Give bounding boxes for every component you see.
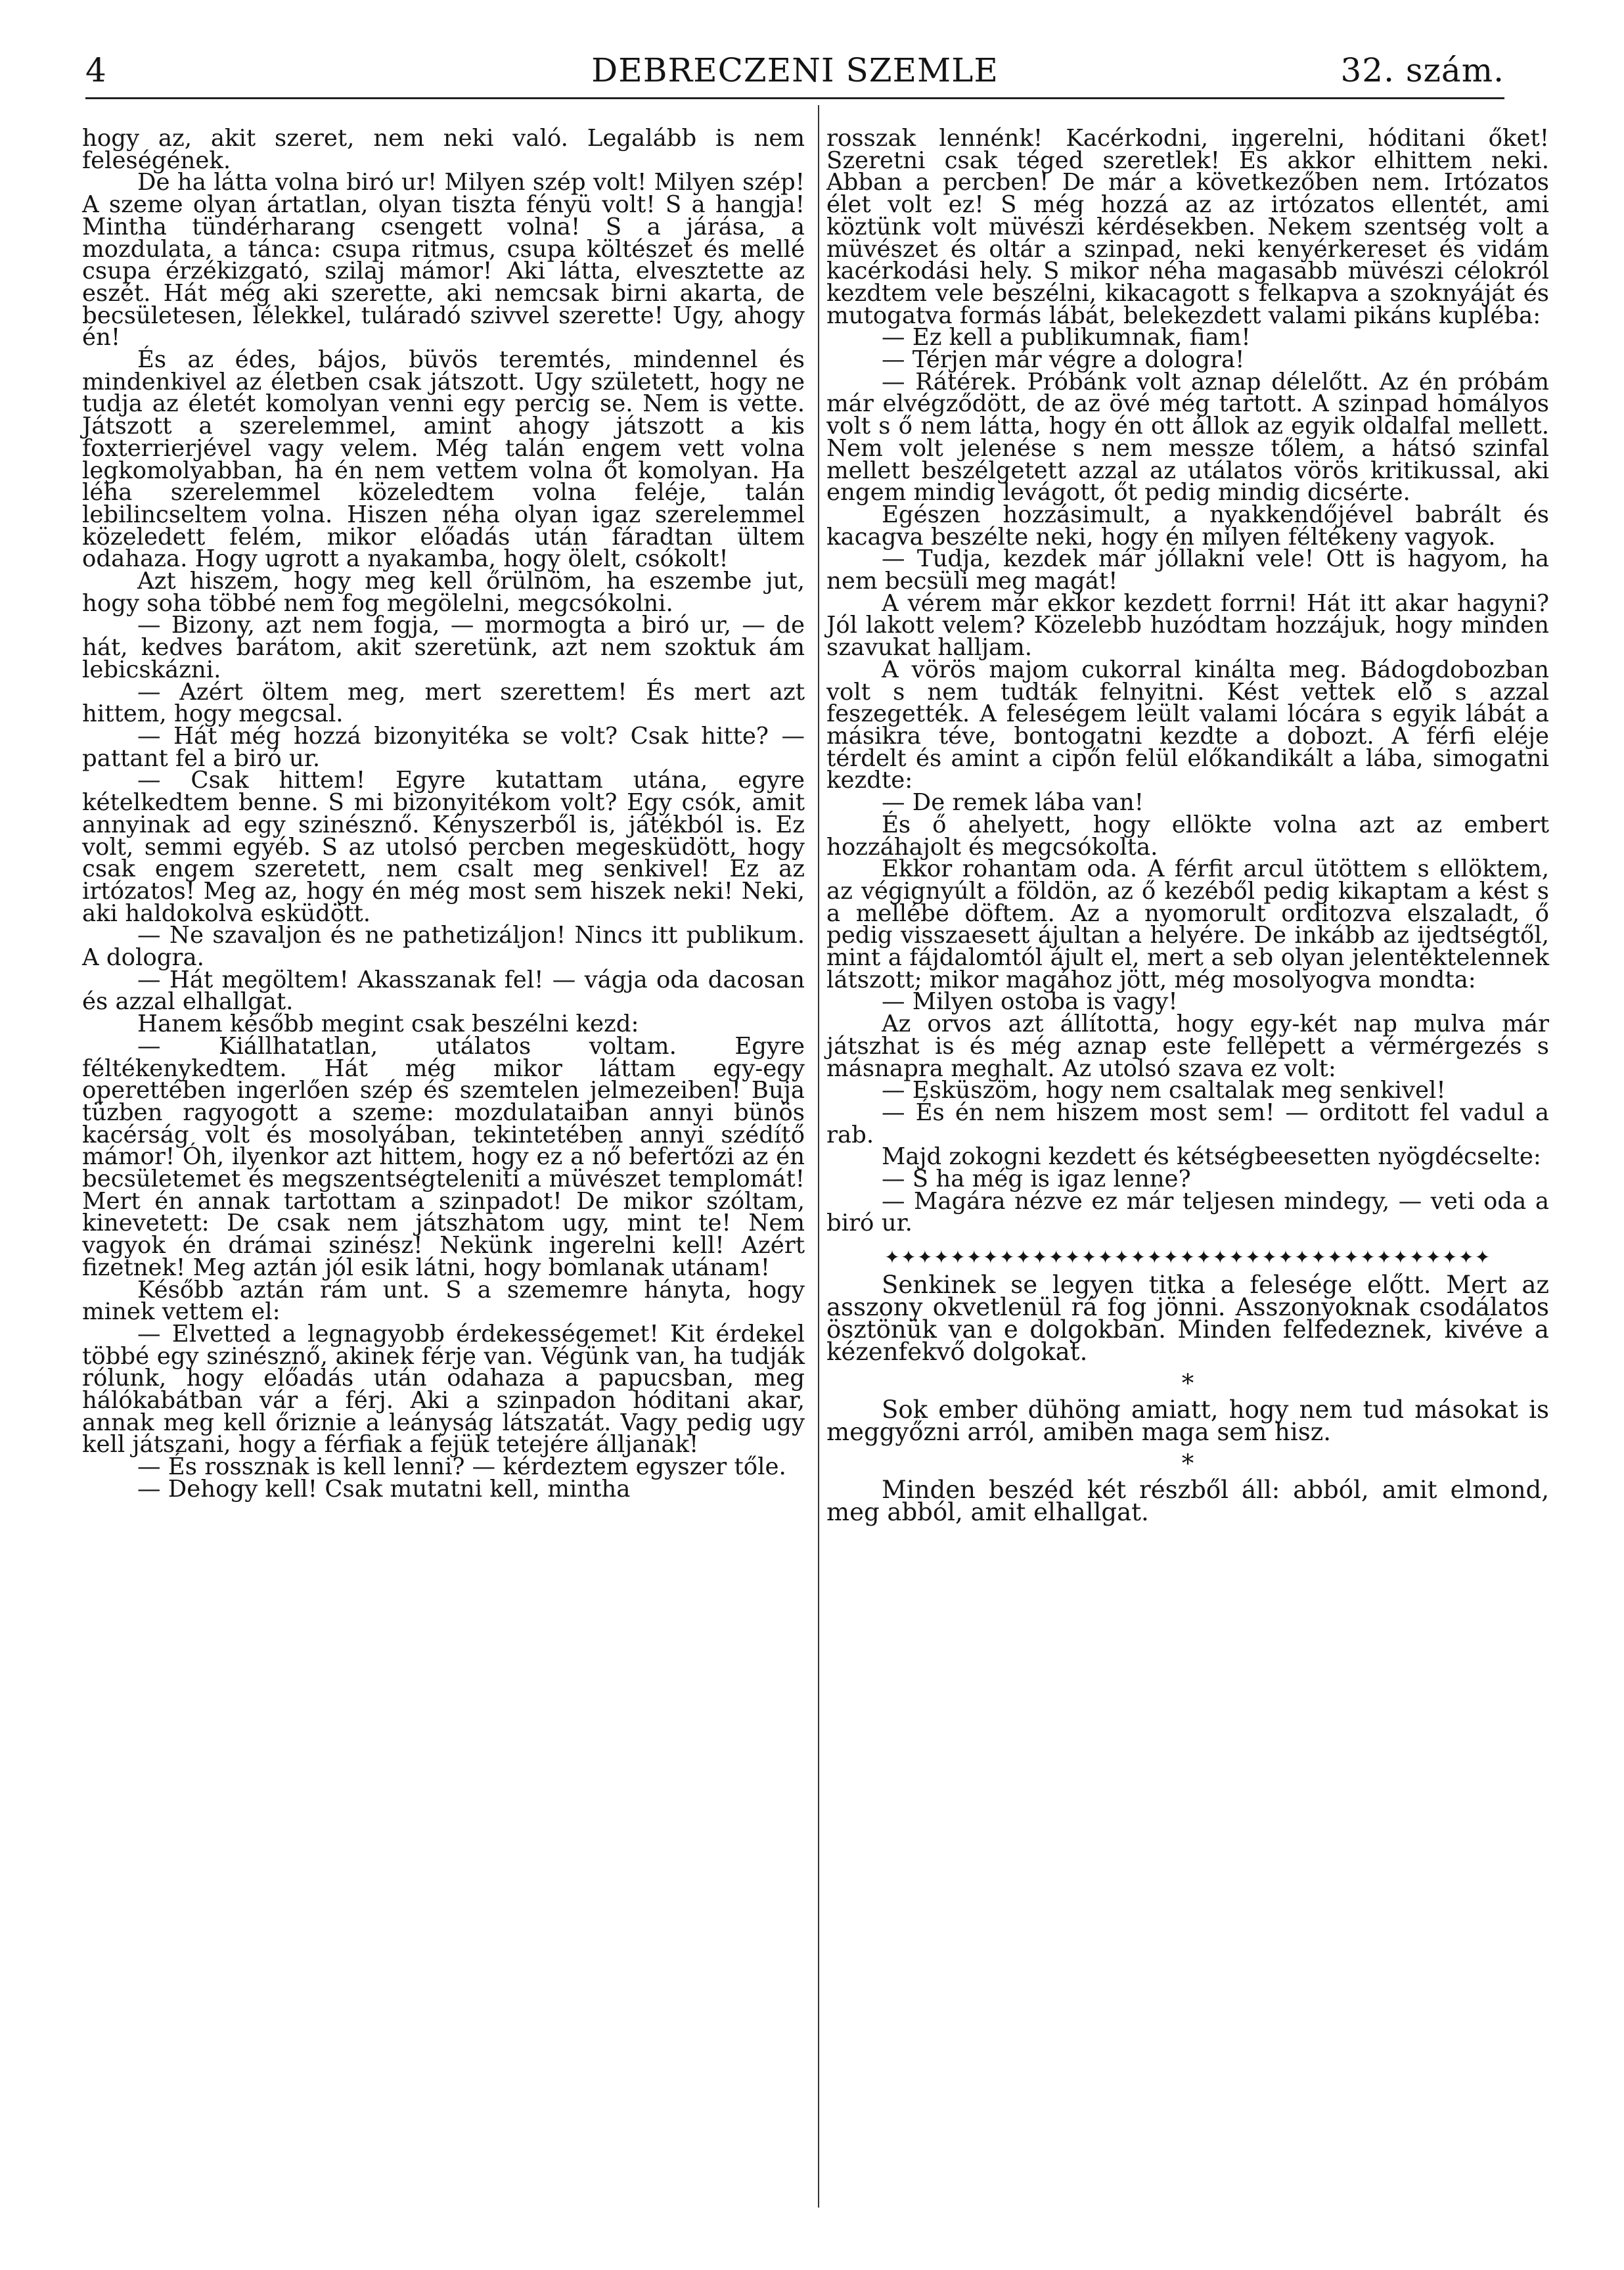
paragraph: — Milyen ostoba is vagy! xyxy=(882,988,1178,1016)
paragraph: — És rossznak is kell lenni? — kérdeztem egyszer tőle. xyxy=(137,1453,786,1481)
column-divider xyxy=(818,105,819,2208)
page-header xyxy=(85,51,1504,99)
paragraph: Majd zokogni kezdett és kétségbeesetten nyögdécselte: xyxy=(882,1143,1541,1171)
paragraph: — Hát megöltem! Akasszanak fel! — vágja oda dacosan és azzal elhallgat. xyxy=(82,966,805,1016)
paragraph: — Hát még hozzá bizonyitéka se volt? Csak hitte? — pattant fel a biró ur. xyxy=(82,722,805,772)
paragraph: Azt hiszem, hogy meg kell őrülnöm, ha eszembe jut, hogy soha többé nem fog megölelni, megcsókolni. xyxy=(82,568,805,617)
paragraph: A vérem már ekkor kezdett forrni! Hát itt akar hagyni? Jól lakott velem? Közelebb huzódtam hozzájuk, hogy minden szavukat halljam. xyxy=(826,589,1549,662)
aphorisms xyxy=(826,1270,1549,1526)
journal-title: DEBRECZENI SZEMLE xyxy=(591,51,999,89)
aphorism: Senkinek se legyen titka a felesége előtt. Mert az asszony okvetlenül rá fog jönni. Asszonyoknak csodálatos ösztönük van e dolgokban. Minden felfedeznek, kivéve a kézenfekvő dolgokat. xyxy=(826,1270,1549,1366)
paragraph: hogy az, akit szeret, nem neki való. Legalább is nem feleségének. xyxy=(82,125,805,174)
aphorism: Sok ember dühöng amiatt, hogy nem tud másokat is meggyőzni arról, amiben maga sem hisz. xyxy=(826,1395,1549,1446)
paragraph: — S ha még is igaz lenne? xyxy=(882,1166,1191,1193)
paragraph: — Csak hittem! Egyre kutattam utána, egyre kételkedtem benne. S mi bizonyitékom volt? Egy csók, amit annyinak ad egy szinésznő. Kényszerből is, játékból is. Ez volt, semmi egyéb. S az utolsó percben megesküdött, hogy csak engem szeretett, nem csalt meg senkivel! Ez az irtózatos! Meg az, hogy én még most sem hiszek neki! Neki, aki haldokolva esküdött. xyxy=(82,767,805,927)
paragraph: — Dehogy kell! Csak mutatni kell, mintha xyxy=(137,1475,631,1503)
paragraph: Később aztán rám unt. S a szememre hányta, hogy minek vettem el: xyxy=(82,1276,805,1326)
paragraph: — Bizony, azt nem fogja, — mormogta a biró ur, — de hát, kedves barátom, akit szeretünk, azt nem szoktuk ám lebicskázni. xyxy=(82,612,805,683)
separator-star: * xyxy=(1181,1369,1194,1397)
aphorism: Minden beszéd két részből áll: abból, amit elmond, meg abból, amit elhallgat. xyxy=(826,1475,1549,1526)
paragraph: És ő ahelyett, hogy ellökte volna azt az embert hozzáhajolt és megcsókolta. xyxy=(826,811,1549,861)
paragraph: — Magára nézve ez már teljesen mindegy, — veti oda a biró ur. xyxy=(826,1187,1549,1237)
paragraph: Hanem később megint csak beszélni kezd: xyxy=(137,1010,639,1038)
paragraph: — Kiállhatatlan, utálatos voltam. Egyre féltékenykedtem. Hát még mikor láttam egy-egy operettében ingerlően szép és szemtelen jelmezeiben! Buja tüzben ragyogott a szeme: mozdulataiban annyi bünös kacérság volt és mosolyában, tekintetében annyi szédítő mámor! Óh, ilyenkor azt hittem, hogy ez a nő befertőzi az én becsületemet és megszentségteleniti a müvészet templomát! Mert én annak tartottam a szinpadot! De mikor szóltam, kinevetett: De csak nem játszhatom ugy, mint te! Nem vagyok én drámai szinész! Nekünk ingerelni kell! Azért fizetnek! Meg aztán jól esik látni, hogy bomlanak utánam! xyxy=(82,1032,805,1281)
paragraph: — Elvetted a legnagyobb érdekességemet! Kit érdekel többé egy szinésznő, akinek férje van. Végünk van, ha tudják rólunk, hogy előadás után odahaza a papucsban, meg hálókabátban vár a férj. Aki a szinpadon hóditani akar, annak meg kell őriznie a leányság látszatát. Vagy pedig ugy kell játszani, hogy a férfiak a fejük tetejére álljanak! xyxy=(82,1320,805,1459)
paragraph: — Azért öltem meg, mert szerettem! És mert azt hittem, hogy megcsal. xyxy=(82,678,805,728)
story-continuation xyxy=(826,127,1549,1235)
paragraph: — Ez kell a publikumnak, fiam! xyxy=(882,324,1251,352)
paragraph: De ha látta volna biró ur! Milyen szép volt! Milyen szép! A szeme olyan ártatlan, olyan tiszta fényü volt! S a hangja! Mintha tündérharang csengett volna! S a járása, a mozdulata, a tánca: csupa ritmus, csupa költészet és mellé csupa érzékizgató, szilaj mámor! Aki látta, elvesztette az eszét. Hát még aki szerette, aki nemcsak birni akarta, de becsületesen, lélekkel, tuláradó szivvel szerette! Ugy, ahogy én! xyxy=(82,169,805,352)
paragraph: — Ne szavaljon és ne pathetizáljon! Nincs itt publikum. A dologra. xyxy=(82,922,805,972)
paragraph: rosszak lennénk! Kacérkodni, ingerelni, hóditani őket! Szeretni csak téged szeretlek! És akkor elhittem neki. Abban a percben! De már a következőben nem. Irtózatos élet volt ez! S még hozzá az az irtózatos ellentét, ami köztünk volt müvészi kérdésekben. Nekem szentség volt a müvészet és oltár a szinpad, neki kenyérkereset és vidám kacérkodási hely. S mikor néha magasabb müvészi célokról kezdtem vele beszélni, kikacagott s felkapva a szoknyáját és mutogatva formás lábát, belekezdett valami pikáns kupléba: xyxy=(826,125,1549,329)
left-column xyxy=(82,127,805,1501)
ornament-divider: ✦✦✦✦✦✦✦✦✦✦✦✦✦✦✦✦✦✦✦✦✦✦✦✦✦✦✦✦✦✦✦✦✦✦✦✦✦ xyxy=(884,1246,1491,1269)
paragraph: — És én nem hiszem most sem! — orditott fel vadul a rab. xyxy=(826,1099,1549,1148)
paragraph: — Esküszöm, hogy nem csaltalak meg senkivel! xyxy=(882,1077,1446,1104)
paragraph: Egészen hozzásimult, a nyakkendőjével babrált és kacagva beszélte neki, hogy én milyen féltékeny vagyok. xyxy=(826,501,1549,551)
right-column xyxy=(826,127,1549,1524)
paragraph: A vörös majom cukorral kinálta meg. Bádogdobozban volt s nem tudták felnyitni. Kést vettek elő s azzal feszegették. A feleségem leült valami lócára s egyik lábát a másikra téve, bontogatni kezdte a dobozt. A férfi eléje térdelt és amint a cipőn felül előkandikált a lába, simogatni kezdte: xyxy=(826,656,1549,794)
page-number: 4 xyxy=(85,51,107,89)
paragraph: Az orvos azt állította, hogy egy-két nap mulva már játszhat is és még aznap este fellépett a vérmérgezés s másnapra meghalt. Az utolsó szava ez volt: xyxy=(826,1010,1549,1082)
paragraph: — Rátérek. Próbánk volt aznap délelőtt. Az én próbám már elvégződött, de az övé még tartott. A szinpad homályos volt s ő nem látta, hogy én ott állok az egyik oldalfal mellett. Nem volt jelenése s nem messze tőlem, a hátsó szinfal mellett beszélgetett azzal az utálatos vörös kritikussal, aki engem mindig levágott, őt pedig mindig dicsérte. xyxy=(826,368,1549,507)
issue-number: 32. szám. xyxy=(1340,51,1504,89)
separator-star: * xyxy=(1181,1449,1194,1478)
paragraph: És az édes, bájos, büvös teremtés, mindennel és mindenkivel az életben csak játszott. Ugy született, hogy ne tudja az életét komolyan venni egy percig se. Nem is vette. Játszott a szerelemmel, amint ahogy játszott a kis foxterrierjével vagy velem. Még talán engem vett volna legkomolyabban, ha én nem vettem volna őt komolyan. Ha léha szerelemmel közeledtem volna feléje, talán lebilincseltem volna. Hiszen néha olyan igaz szerelemmel közeledett felém, mikor előadás után fáradtan ültem odahaza. Hogy ugrott a nyakamba, hogy ölelt, csókolt! xyxy=(82,346,805,573)
paragraph: — De remek lába van! xyxy=(882,789,1144,817)
paragraph: — Térjen már végre a dologra! xyxy=(882,346,1245,374)
paragraph: — Tudja, kezdek már jóllakni vele! Ott is hagyom, ha nem becsüli meg magát! xyxy=(826,545,1549,595)
paragraph: Ekkor rohantam oda. A férfit arcul ütöttem s ellöktem, az végignyúlt a földön, az ő kezéből pedig kikaptam a kést s a mellébe döftem. Az a nyomorult orditozva elszaladt, ő pedig visszaesett ájultan a helyére. De inkább az ijedtségtől, mint a fájdalomtól ájult el, mert a seb olyan jelentéktelennek látszott; mikor magához jött, még mosolyogva mondta: xyxy=(826,855,1549,993)
